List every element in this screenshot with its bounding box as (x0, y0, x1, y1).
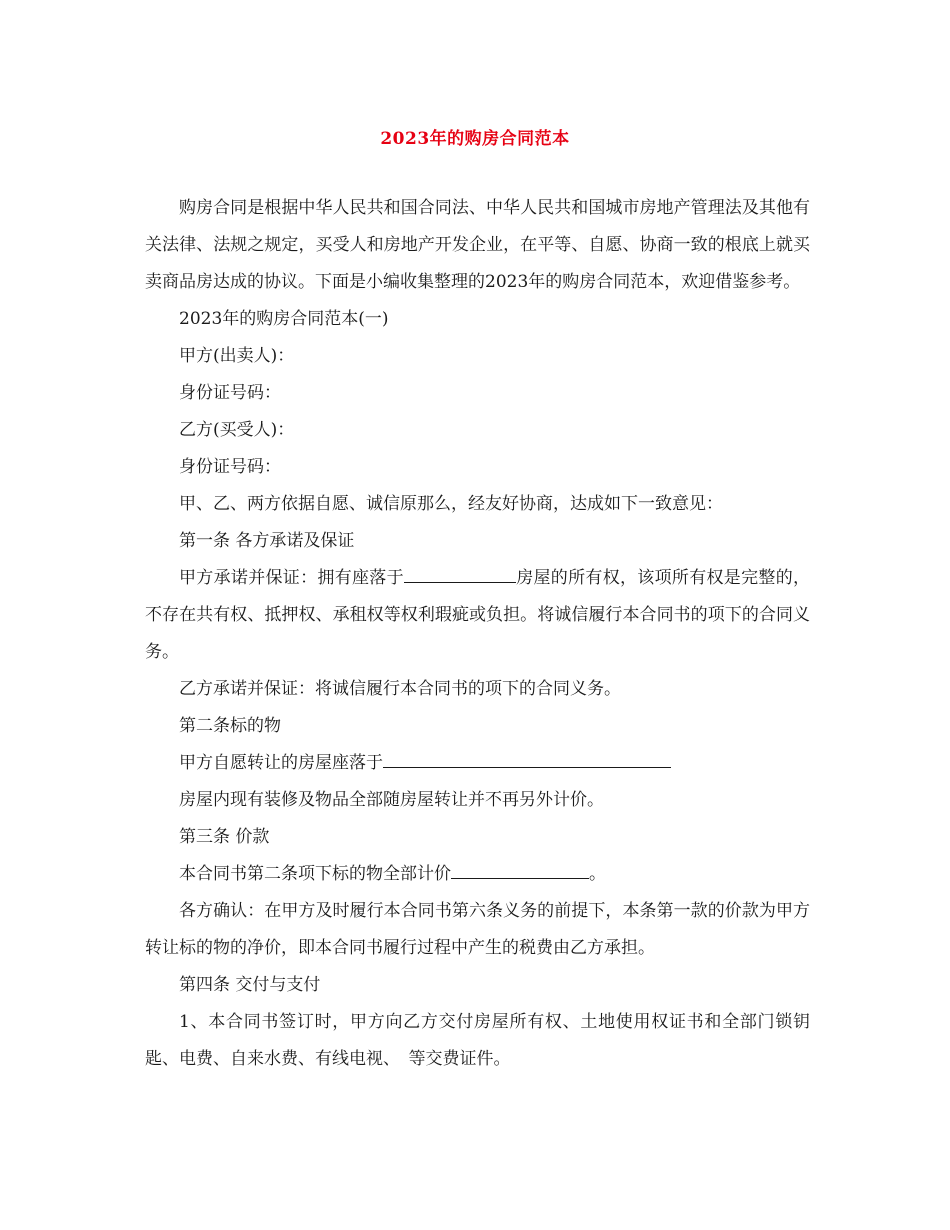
article-1-party-a-suffix: 房屋的所有权，该项所有权是完整的，不存在共有权、抵押权、承租权等权利瑕疵或负担。将诚信履行本合同书的项下的合同义务。 (145, 568, 811, 662)
agreement-statement: 甲、乙、两方依据自愿、诚信原那么，经友好协商，达成如下一致意见： (179, 494, 723, 514)
party-a-id-line: 身份证号码： (179, 383, 281, 403)
document-title: 2023年的购房合同范本 (380, 129, 570, 149)
article-2-decoration: 房屋内现有装修及物品全部随房屋转让并不再另外计价。 (179, 790, 604, 810)
intro-paragraph: 购房合同是根据中华人民共和国合同法、中华人民共和国城市房地产管理法及其他有关法律、法规之规定，买受人和房地产开发企业，在平等、自愿、协商一致的根底上就买卖商品房达成的协议。下面是小编收集整理的2023年的购房合同范本，欢迎借鉴参考。 (145, 198, 810, 292)
transfer-location-blank (383, 749, 671, 768)
article-3-price-suffix: 。 (589, 864, 606, 884)
article-1-heading: 第一条 各方承诺及保证 (179, 531, 355, 551)
contract-subtitle: 2023年的购房合同范本(一) (179, 309, 389, 329)
article-2-heading: 第二条标的物 (179, 716, 281, 736)
article-1-party-a-guarantee (145, 560, 810, 671)
article-4-item-1: 1、本合同书签订时，甲方向乙方交付房屋所有权、土地使用权证书和全部门锁钥匙、电费、自来水费、有线电视、 等交费证件。 (145, 1012, 810, 1069)
article-2-location (145, 745, 810, 782)
party-a-line: 甲方(出卖人)： (179, 346, 295, 366)
property-location-blank (404, 564, 516, 583)
article-1-party-a-prefix: 甲方承诺并保证：拥有座落于 (179, 568, 404, 588)
article-3-confirmation: 各方确认：在甲方及时履行本合同书第六条义务的前提下，本条第一款的价款为甲方转让标的物的净价，即本合同书履行过程中产生的税费由乙方承担。 (145, 901, 810, 958)
article-4-heading: 第四条 交付与支付 (179, 975, 321, 995)
party-b-line: 乙方(买受人)： (179, 420, 295, 440)
article-1-party-b-guarantee: 乙方承诺并保证：将诚信履行本合同书的项下的合同义务。 (179, 679, 621, 699)
price-blank (451, 860, 589, 879)
article-3-price-prefix: 本合同书第二条项下标的物全部计价 (179, 864, 451, 884)
document-body (145, 190, 810, 1078)
party-b-id-line: 身份证号码： (179, 457, 281, 477)
article-2-location-prefix: 甲方自愿转让的房屋座落于 (179, 753, 383, 773)
article-3-price (145, 856, 810, 893)
article-3-heading: 第三条 价款 (179, 827, 270, 847)
